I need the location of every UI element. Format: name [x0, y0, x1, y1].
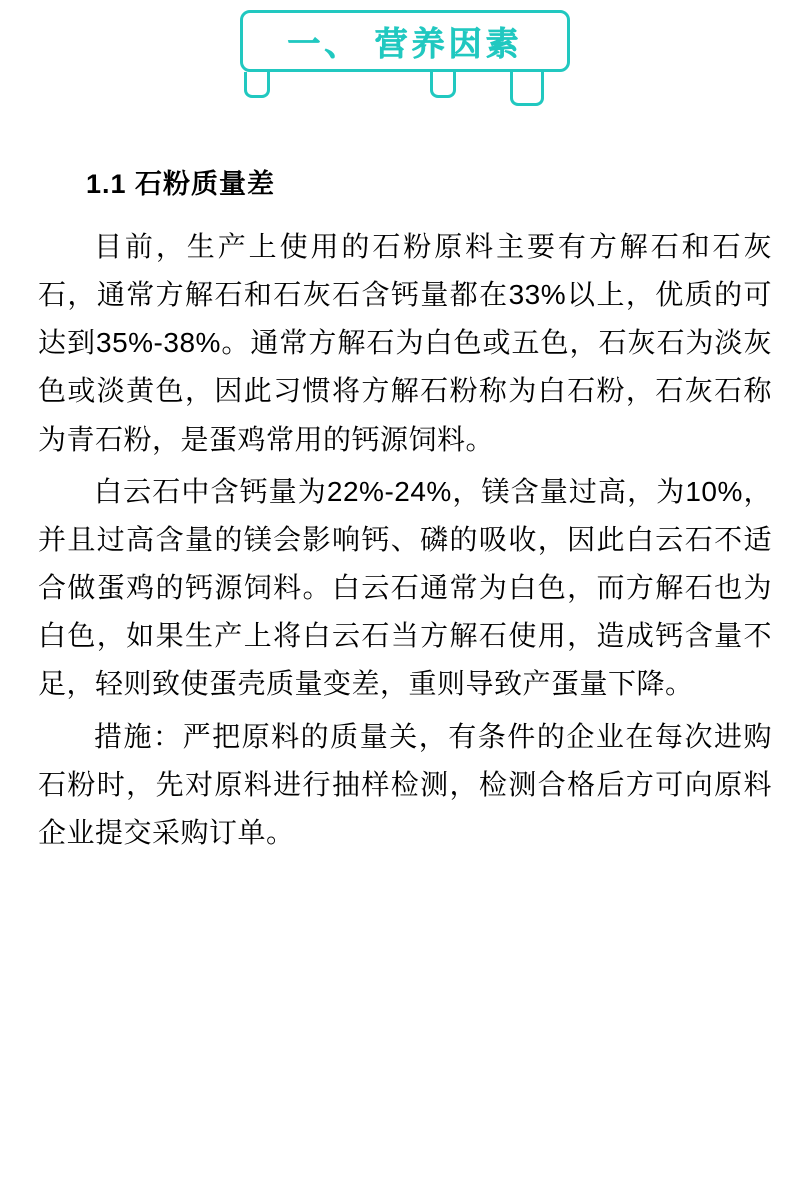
paragraph-3: 措施：严把原料的质量关，有条件的企业在每次进购石粉时，先对原料进行抽样检测，检测合格后方可向原料企业提交采购订单。 — [38, 720, 772, 848]
banner-tail-right — [510, 72, 544, 106]
banner-tail-left — [244, 72, 270, 98]
paragraph-1: 目前，生产上使用的石粉原料主要有方解石和石灰石，通常方解石和石灰石含钙量都在33%以上，优质的可达到35%-38%。通常方解石为白色或五色，石灰石为淡灰色或淡黄色，因此习惯将方解石粉称为白石粉，石灰石称为青石粉，是蛋鸡常用的钙源饲料。 — [38, 231, 772, 455]
section-heading: 1.1 石粉质量差 — [86, 169, 276, 199]
page-header-banner — [0, 0, 810, 120]
banner-box — [240, 10, 570, 72]
document-body — [0, 120, 810, 857]
banner-tail-middle — [430, 72, 456, 98]
paragraph-2: 白云石中含钙量为22%-24%，镁含量过高，为10%，并且过高含量的镁会影响钙、磷的吸收，因此白云石不适合做蛋鸡的钙源饲料。白云石通常为白色，而方解石也为白色，如果生产上将白云石当方解石使用，造成钙含量不足，轻则致使蛋壳质量变差，重则导致产蛋量下降。 — [38, 475, 772, 700]
banner-title: 一、 营养因素 — [287, 24, 523, 62]
